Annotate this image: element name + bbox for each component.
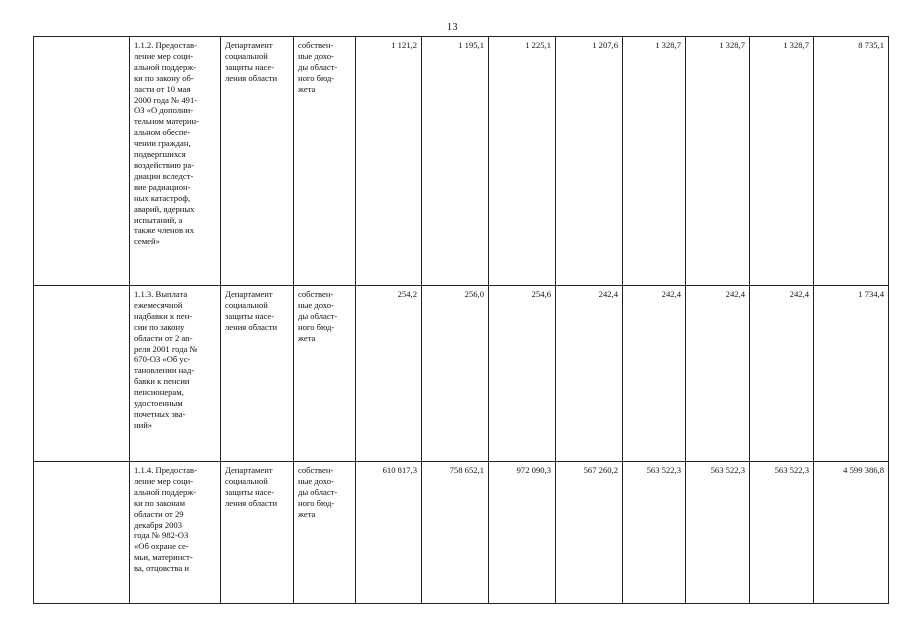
value-cell: 972 090,3 xyxy=(489,462,556,604)
value-cell: 256,0 xyxy=(422,286,489,462)
executor-cell: Департамент социальной защиты насе- ления области xyxy=(221,462,294,604)
table-row xyxy=(34,37,889,286)
value-cell: 563 522,3 xyxy=(686,462,750,604)
page-number: 13 xyxy=(447,22,458,33)
value-cell: 242,4 xyxy=(623,286,686,462)
measure-name-cell: 1.1.2. Предостав- ление мер соци- альной поддерж- ки по закону об- ласти от 10 мая 2000 года № 491- ОЗ «О дополни- тельном материн- альном обеспе- чении граждан, подвергшихся воздействию ра- диации вследст- вие радиацион- ных катастроф, аварий, ядерных испытаний, а также членов их семей» xyxy=(130,37,221,286)
total-cell: 8 735,1 xyxy=(814,37,889,286)
funding-source-cell: собствен- ные дохо- ды област- ного бюд- жета xyxy=(294,37,356,286)
value-cell: 1 121,2 xyxy=(356,37,422,286)
executor-cell: Департамент социальной защиты насе- ления области xyxy=(221,286,294,462)
executor-cell: Департамент социальной защиты насе- ления области xyxy=(221,37,294,286)
value-cell: 1 207,6 xyxy=(556,37,623,286)
value-cell: 1 225,1 xyxy=(489,37,556,286)
value-cell: 242,4 xyxy=(686,286,750,462)
value-cell: 242,4 xyxy=(556,286,623,462)
funding-source-cell: собствен- ные дохо- ды област- ного бюд- жета xyxy=(294,462,356,604)
program-table xyxy=(33,36,889,604)
table-body xyxy=(34,37,889,604)
blank-cell xyxy=(34,37,130,286)
measure-name-cell: 1.1.4. Предостав- ление мер соци- альной поддерж- ки по законам области от 29 декабря 2003 года № 982-ОЗ «Об охране се- мьи, материнст- ва, отцовства и xyxy=(130,462,221,604)
value-cell: 610 817,3 xyxy=(356,462,422,604)
value-cell: 254,6 xyxy=(489,286,556,462)
value-cell: 563 522,3 xyxy=(750,462,814,604)
funding-source-cell: собствен- ные дохо- ды област- ного бюд- жета xyxy=(294,286,356,462)
value-cell: 758 652,1 xyxy=(422,462,489,604)
total-cell: 4 599 386,8 xyxy=(814,462,889,604)
value-cell: 1 195,1 xyxy=(422,37,489,286)
table-row xyxy=(34,286,889,462)
measure-name-cell: 1.1.3. Выплата ежемесячной надбавки к пен- сии по закону области от 2 ап- реля 2001 года № 670-ОЗ «Об ус- тановлении над- бавки к пенсии пенсионерам, удостоенным почетных зва- ний» xyxy=(130,286,221,462)
value-cell: 567 260,2 xyxy=(556,462,623,604)
table-row xyxy=(34,462,889,604)
total-cell: 1 734,4 xyxy=(814,286,889,462)
value-cell: 1 328,7 xyxy=(686,37,750,286)
value-cell: 563 522,3 xyxy=(623,462,686,604)
blank-cell xyxy=(34,462,130,604)
blank-cell xyxy=(34,286,130,462)
value-cell: 254,2 xyxy=(356,286,422,462)
value-cell: 1 328,7 xyxy=(750,37,814,286)
value-cell: 1 328,7 xyxy=(623,37,686,286)
value-cell: 242,4 xyxy=(750,286,814,462)
